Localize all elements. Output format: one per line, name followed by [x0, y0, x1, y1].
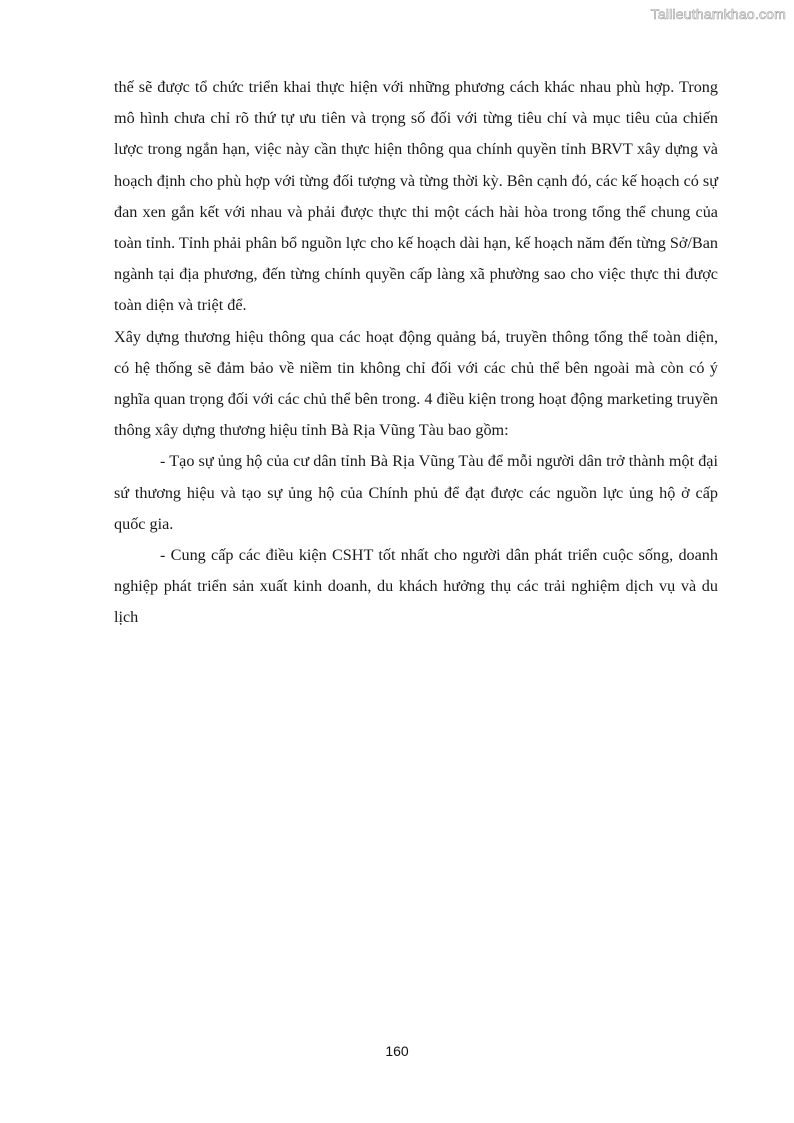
paragraph-brand-building: Xây dựng thương hiệu thông qua các hoạt động quảng bá, truyền thông tổng thể toàn diện, có hệ thống sẽ đảm bảo về niềm tin không chỉ đối với các chủ thể bên ngoài mà còn có ý nghĩa quan trọng đối với các chủ thể bên trong. 4 điều kiện trong hoạt động marketing truyền thông xây dựng thương hiệu tỉnh Bà Rịa Vũng Tàu bao gồm:: [114, 327, 718, 440]
watermark: Tailieuthamkhao.com: [650, 6, 786, 22]
list-item-resident-support: - Tạo sự ủng hộ của cư dân tỉnh Bà Rịa Vũng Tàu để mỗi người dân trở thành một đại sứ thương hiệu và tạo sự ủng hộ của Chính phủ để đạt được các nguồn lực ủng hộ ở cấp quốc gia.: [114, 452, 718, 533]
page-number: 160: [385, 1043, 409, 1059]
paragraph-strategy-implementation: thế sẽ được tổ chức triển khai thực hiện với những phương cách khác nhau phù hợp. Trong mô hình chưa chỉ rõ thứ tự ưu tiên và trọng số đối với từng tiêu chí và mục tiêu của chiến lược trong ngắn hạn, việc này cần thực hiện thông qua chính quyền tỉnh BRVT xây dựng và hoạch định cho phù hợp với từng đối tượng và từng thời kỳ. Bên cạnh đó, các kế hoạch có sự đan xen gắn kết với nhau và phải được thực thi một cách hài hòa trong tổng thể chung của toàn tỉnh. Tỉnh phải phân bổ nguồn lực cho kế hoạch dài hạn, kế hoạch năm đến từng Sở/Ban ngành tại địa phương, đến từng chính quyền cấp làng xã phường sao cho việc thực thi được toàn diện và triệt để.: [114, 78, 718, 315]
document-body: [114, 72, 718, 634]
list-item-infrastructure: - Cung cấp các điều kiện CSHT tốt nhất cho người dân phát triển cuộc sống, doanh nghiệp phát triển sản xuất kinh doanh, du khách hưởng thụ các trải nghiệm dịch vụ và du lịch: [114, 546, 718, 627]
